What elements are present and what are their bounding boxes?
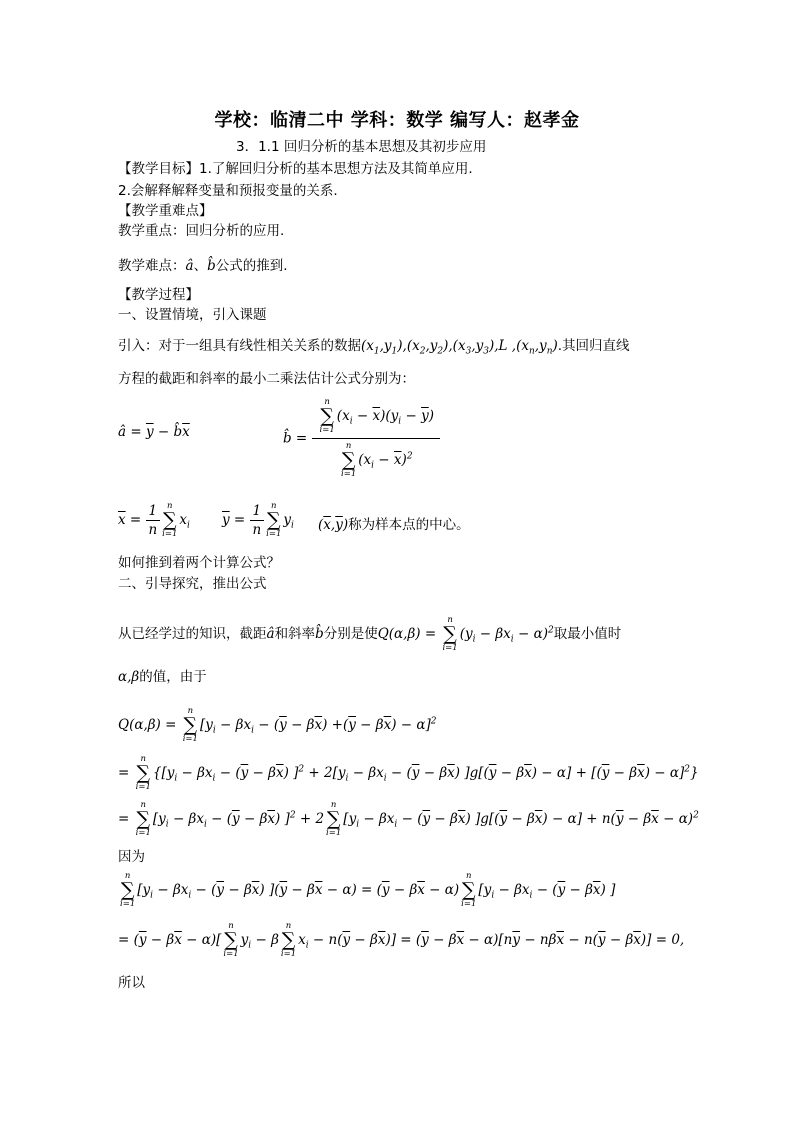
alpha-beta-text: 的值，由于 xyxy=(139,669,207,685)
x-mean-formula: $\overline{x}$ = $\frac{1}{n}$ n ∑ i=1 $x_i$ xyxy=(118,501,190,539)
y-mean-formula: $\overline{y}$ = $\frac{1}{n}$ n ∑ i=1 $y_i$ xyxy=(222,501,294,539)
objectives-line-1: 【教学目标】1.了解回归分析的基本思想方法及其简单应用. xyxy=(118,161,473,177)
derivation-step-5: = $(\overline{y} - \beta\overline{x} - \alpha)$[ n ∑ i=1 $y_i - \beta$ n ∑ i=1 $x_i - n(\overline{y} - \beta\overline{x})] = (\overline{y} - \beta\overline{x} - \alpha)[n\overline{y} - n\beta\overline{x} - n(\overline{y} - \beta\overline{x})] = 0$, xyxy=(118,921,685,959)
derivation-step-1: Q(α,β) = n ∑ i=1 $[y_i - \beta x_i - (\overline{y} - \beta\overline{x}) +(\overline{y} - \beta\overline{x}) - \alpha]^2$ xyxy=(118,706,437,744)
key-heading: 【教学重难点】 xyxy=(118,203,213,219)
difficulty-prefix: 教学难点： xyxy=(118,258,186,274)
intro-line xyxy=(118,337,630,361)
page-title: 学校：临清二中 学科：数学 编写人：赵孝金 xyxy=(214,110,580,131)
process-heading: 【教学过程】 xyxy=(118,287,199,303)
alpha-beta-line: α,β的值，由于 xyxy=(118,669,207,685)
derivation-step-2: = n ∑ i=1 $\{[y_i - \beta x_i - (\overline{y} - \beta\overline{x}) ]^2 + 2[y_i - \beta x_i - (\overline{y} - \beta\overline{x}) ]g[(\overline{y} - \beta\overline{x}) - \alpha] + [(\overline{y} - \beta\overline{x}) - \alpha]^2\}$ xyxy=(118,754,699,792)
derive-prefix: 从已经学过的知识，截距 xyxy=(118,626,267,642)
data-points-formula: $(x_1,y_1),(x_2,y_2),(x_3,y_3),L$ $,(x_n,y_n)$ xyxy=(361,338,558,357)
derive-suffix: 取最小值时 xyxy=(553,626,622,642)
q-objective-formula: Q(α,β) = n ∑ i=1 $(y_i - \beta x_i - \alpha)^2$ xyxy=(377,615,554,653)
derivation-step-3: = n ∑ i=1 $[y_i - \beta x_i - (\overline{y} - \beta\overline{x}) ]^2 + 2$ n ∑ i=1 $[y_i - \beta x_i - (\overline{y} - \beta\overline{x}) ]g[(\overline{y} - \beta\overline{x}) - \alpha] + n(\overline{y} - \beta\overline{x} - \alpha)^2$ xyxy=(118,800,699,838)
difficulty-suffix: 公式的推到. xyxy=(215,258,288,274)
derivation-step-4: n ∑ i=1 $[y_i - \beta x_i - (\overline{y} - \beta\overline{x}) ](\overline{y} - \beta\overline{x} - \alpha) = (\overline{y} - \beta\overline{x} - \alpha)$ n ∑ i=1 [$y_i - \beta x_i - (\overline{y} - \beta\overline{x})$ ] xyxy=(120,871,616,909)
question-line: 如何推到着两个计算公式？ xyxy=(118,555,280,571)
therefore-line: 所以 xyxy=(118,975,145,991)
derive-mid2: 分别是使 xyxy=(323,626,378,642)
difficulty-line: 教学难点：â、b̂公式的推到. xyxy=(118,258,288,274)
derive-mid: 和斜率 xyxy=(274,626,316,642)
b-hat-symbol: b̂ xyxy=(207,258,216,274)
derive-line: 从已经学过的知识，截距â和斜率b̂分别是使Q(α,β) = n ∑ i=1 $(y_i - \beta x_i - \alpha)^2$取最小值时 xyxy=(118,615,622,653)
intro-line-2: 方程的截距和斜率的最小二乘法估计公式分别为： xyxy=(118,371,415,387)
part1-heading: 一、设置情境，引入课题 xyxy=(118,307,267,323)
key-point: 教学重点：回归分析的应用. xyxy=(118,223,285,239)
section-title: 3．1.1 回归分析的基本思想及其初步应用 xyxy=(236,139,487,155)
b-hat-formula: b̂ = n ∑ i=1 $(x_i - \overline{x})(y_i - \overline{y})$ n ∑ i=1 $(x_i - \overline{x})^2$ xyxy=(283,398,440,479)
part2-heading: 二、引导探究，推出公式 xyxy=(118,576,267,592)
objectives-line-2: 2.会解释解释变量和预报变量的关系. xyxy=(118,183,338,199)
intro-suffix: .其回归直线 xyxy=(557,338,630,354)
intro-prefix: 引入：对于一组具有线性相关关系的数据 xyxy=(118,338,361,354)
center-line xyxy=(318,513,470,533)
a-hat-symbol: â xyxy=(185,258,194,274)
a-hat-formula: â = $\overline{y}$ − $b̂\overline{x}$ xyxy=(118,424,190,440)
because-line: 因为 xyxy=(118,849,145,865)
center-text: 称为样本点的中心。 xyxy=(348,517,470,533)
center-point: $(\overline{x},\overline{y})$ xyxy=(318,517,349,533)
